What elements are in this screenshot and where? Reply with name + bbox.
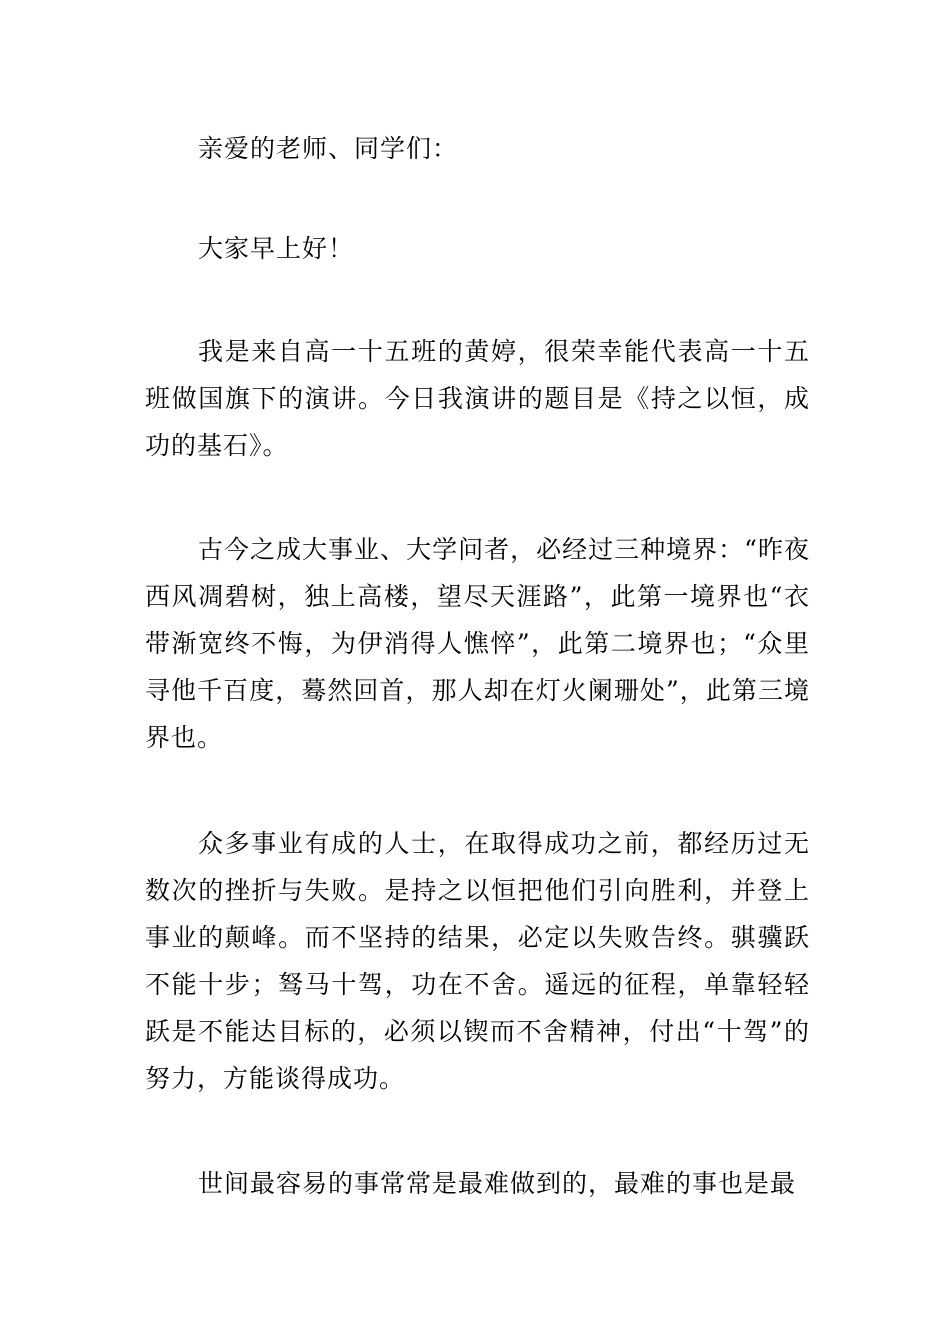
paragraph-perseverance: 众多事业有成的人士，在取得成功之前，都经历过无数次的挫折与失败。是持之以恒把他们引向胜利，并登上事业的颠峰。而不坚持的结果，必定以失败告终。骐骥跃不能十步；驽马十驾，功在不舍。遥远的征程，单靠轻轻跃是不能达目标的，必须以锲而不舍精神，付出“十驾”的努力，方能谈得成功。 <box>145 829 810 1093</box>
paragraph-introduction: 我是来自高一十五班的黄婷，很荣幸能代表高一十五班做国旗下的演讲。今日我演讲的题目是《持之以恒，成功的基石》。 <box>145 337 810 460</box>
paragraph-easiest-things: 世间最容易的事常常是最难做到的，最难的事也是最 <box>198 1169 797 1198</box>
paragraph-three-realms: 古今之成大事业、大学问者，必经过三种境界：“昨夜西风凋碧树，独上高楼，望尽天涯路”，此第一境界也“衣带渐宽终不悔，为伊消得人憔悴”，此第二境界也；“众里寻他千百度，蓦然回首，那人却在灯火阑珊处”，此第三境界也。 <box>145 535 810 752</box>
salutation: 亲爱的老师、同学们： <box>198 134 459 163</box>
greeting: 大家早上好！ <box>198 234 355 263</box>
